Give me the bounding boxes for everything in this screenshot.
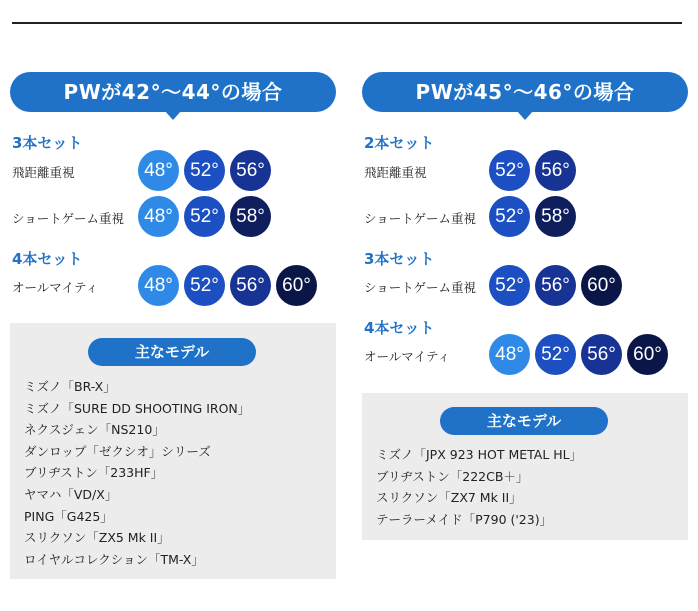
model-list (24, 376, 250, 570)
model-item: PING「G425」 (24, 508, 113, 524)
right-row-allround (362, 334, 688, 376)
loft-circle: 52° (489, 265, 530, 306)
left-set-title-4: 4本セット (12, 250, 83, 268)
right-set-title-2: 2本セット (364, 134, 435, 152)
models-header: 主なモデル (440, 407, 608, 435)
loft-circle: 56° (230, 150, 271, 191)
model-item: ヤマハ「VD/X」 (24, 486, 118, 502)
right-row-distance (362, 150, 688, 192)
right-column (362, 72, 688, 527)
left-row-distance (10, 150, 336, 192)
row-label: 飛距離重視 (364, 165, 427, 180)
loft-circle: 58° (535, 196, 576, 237)
model-item: スリクソン「ZX7 Mk II」 (376, 490, 522, 506)
loft-circle: 52° (184, 265, 225, 306)
model-item: ブリヂストン「222CB＋」 (376, 468, 529, 484)
loft-circle: 52° (184, 196, 225, 237)
loft-circle: 58° (230, 196, 271, 237)
right-row-shortgame-3 (362, 265, 688, 307)
left-column (10, 72, 336, 567)
row-label: オールマイティ (12, 280, 99, 295)
left-row-allround (10, 265, 336, 307)
row-label: ショートゲーム重視 (364, 211, 477, 226)
loft-circle: 48° (138, 150, 179, 191)
left-models-panel (10, 323, 336, 579)
left-set-title-3: 3本セット (12, 134, 83, 152)
model-item: ダンロップ「ゼクシオ」シリーズ (24, 443, 211, 459)
loft-circle: 48° (489, 334, 530, 375)
left-banner: PWが42°～44°の場合 (10, 72, 336, 112)
loft-circle: 48° (138, 196, 179, 237)
loft-circle: 52° (489, 196, 530, 237)
right-banner: PWが45°～46°の場合 (362, 72, 688, 112)
row-label: 飛距離重視 (12, 165, 75, 180)
loft-circle: 56° (230, 265, 271, 306)
model-item: ブリヂストン「233HF」 (24, 465, 164, 481)
model-item: ミズノ「SURE DD SHOOTING IRON」 (24, 400, 251, 416)
loft-circle: 52° (184, 150, 225, 191)
right-row-shortgame (362, 196, 688, 238)
model-item: テーラーメイド「P790 ('23)」 (376, 511, 553, 527)
loft-circle: 56° (535, 150, 576, 191)
row-label: オールマイティ (364, 349, 451, 364)
loft-circle: 56° (581, 334, 622, 375)
right-set-title-3: 3本セット (364, 250, 435, 268)
row-label: ショートゲーム重視 (12, 211, 125, 226)
loft-circle: 56° (535, 265, 576, 306)
row-label: ショートゲーム重視 (364, 280, 477, 295)
models-header: 主なモデル (88, 338, 256, 366)
model-list (376, 444, 582, 530)
model-item: ロイヤルコレクション「TM-X」 (24, 551, 204, 567)
right-models-panel (362, 393, 688, 540)
model-item: ネクスジェン「NS210」 (24, 422, 165, 438)
loft-circle: 60° (581, 265, 622, 306)
loft-circle: 52° (489, 150, 530, 191)
top-divider (12, 22, 682, 24)
loft-circle: 52° (535, 334, 576, 375)
model-item: ミズノ「JPX 923 HOT METAL HL」 (376, 447, 583, 462)
model-item: ミズノ「BR-X」 (24, 379, 116, 394)
loft-circle: 60° (276, 265, 317, 306)
model-item: スリクソン「ZX5 Mk II」 (24, 530, 170, 546)
loft-circle: 60° (627, 334, 668, 375)
left-row-shortgame (10, 196, 336, 238)
loft-circle: 48° (138, 265, 179, 306)
right-set-title-4: 4本セット (364, 319, 435, 337)
